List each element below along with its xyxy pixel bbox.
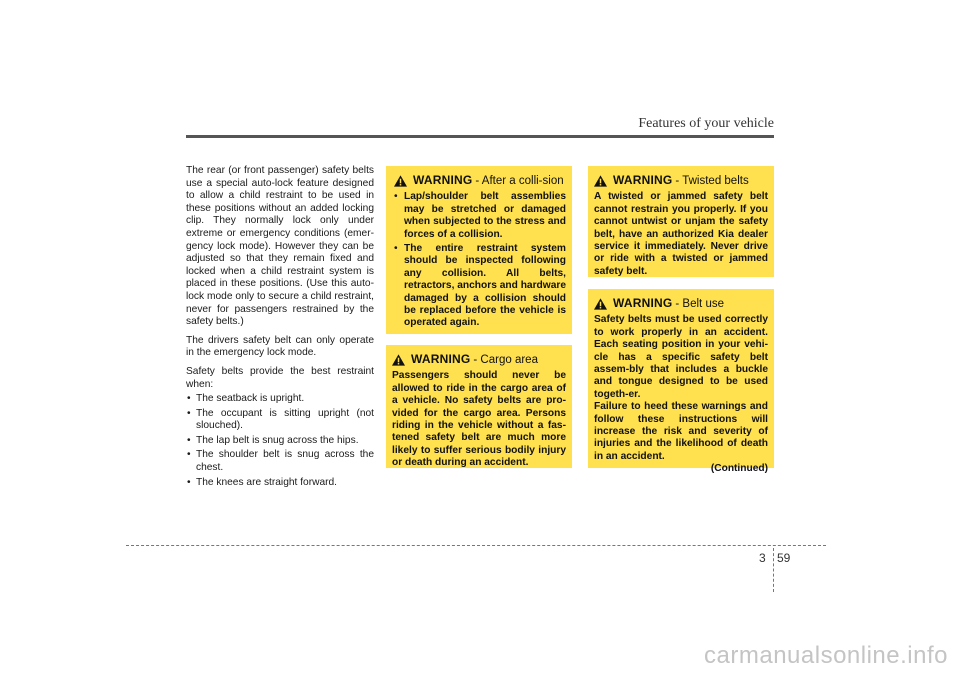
body-paragraph: Safety belts provide the best restraint when:	[186, 365, 374, 390]
footer-rule	[126, 545, 826, 546]
warning-heading	[392, 353, 566, 367]
body-bullet-list	[186, 393, 374, 489]
continued-label: (Continued)	[710, 463, 768, 475]
warning-title: - After a colli-sion	[475, 175, 564, 187]
page-header-title: Features of your vehicle	[638, 116, 774, 131]
warning-word: WARNING	[613, 296, 673, 310]
chapter-number: 3	[759, 551, 766, 565]
warning-box-twisted-belts	[588, 166, 774, 277]
warning-box-belt-use	[588, 289, 774, 475]
warning-heading	[394, 174, 566, 188]
warning-bullet: • The entire restraint system should be inspected following any collision. All belts, retractors, anchors and hardware damaged by a collision should be replaced before the vehicle is operated again.	[394, 243, 566, 330]
warning-title: - Twisted belts	[675, 175, 749, 187]
warning-triangle-icon	[594, 298, 607, 310]
body-bullet: • The seatback is upright.	[186, 393, 374, 406]
warning-box-cargo	[386, 345, 572, 468]
warning-triangle-icon	[392, 354, 405, 366]
warning-word: WARNING	[613, 173, 673, 187]
warning-heading	[594, 174, 768, 188]
warning-text: A twisted or jammed safety belt cannot restrain you properly. If you cannot untwist or unjam the safety belt, have an authorized Kia dealer service it immediately. Never drive or ride with a twisted or jammed safety belt.	[594, 191, 768, 277]
warning-word: WARNING	[411, 352, 471, 366]
warning-triangle-icon	[594, 175, 607, 187]
warning-word: WARNING	[413, 173, 473, 187]
body-bullet: • The occupant is sitting upright (not slouched).	[186, 408, 374, 433]
warning-title: - Cargo area	[473, 354, 538, 366]
warning-heading	[594, 297, 768, 311]
body-paragraph: The drivers safety belt can only operate in the emergency lock mode.	[186, 334, 374, 359]
body-paragraph: The rear (or front passenger) safety belts use a special auto-lock feature designed to allow a child restraint to be used in these positions without an added locking clip. They normally lock only under extreme or emergency conditions (emer-gency lock mode). However they can be adjusted so that they remain fixed and locked when a child restraint system is placed in these positions. (Use this auto-lock mode only to secure a child restraint, never for passengers restrained by the safety belts.)	[186, 165, 374, 328]
site-watermark: carmanualsonline.info	[704, 642, 948, 669]
page-number: 59	[777, 551, 791, 565]
warning-triangle-icon	[394, 175, 407, 187]
page-number-divider	[773, 548, 774, 592]
warning-text: Failure to heed these warnings and follow these instructions will increase the risk and severity of injuries and the likelihood of death in an accident.	[594, 401, 768, 462]
warning-box-collision	[386, 166, 572, 334]
body-text-column	[186, 165, 374, 491]
body-bullet: • The lap belt is snug across the hips.	[186, 435, 374, 448]
header-rule	[186, 135, 774, 138]
body-bullet: • The shoulder belt is snug across the chest.	[186, 449, 374, 474]
body-bullet: • The knees are straight forward.	[186, 477, 374, 490]
warning-text: Passengers should never be allowed to ride in the cargo area of a vehicle. No safety belts are pro-vided for the cargo area. Persons riding in the vehicle without a fas-tened safety belt are much more likely to suffer serious bodily injury or death during an accident.	[392, 370, 566, 469]
warning-title: - Belt use	[675, 298, 724, 310]
warning-bullet: • Lap/shoulder belt assemblies may be stretched or damaged when subjected to the stress and forces of a collision.	[394, 191, 566, 241]
warning-bullet-list	[394, 191, 566, 329]
warning-text: Safety belts must be used correctly to work properly in an accident. Each seating position in your vehi-cle has a specific safety belt assem-bly that includes a buckle and tongue designed to be used togeth-er.	[594, 314, 768, 400]
